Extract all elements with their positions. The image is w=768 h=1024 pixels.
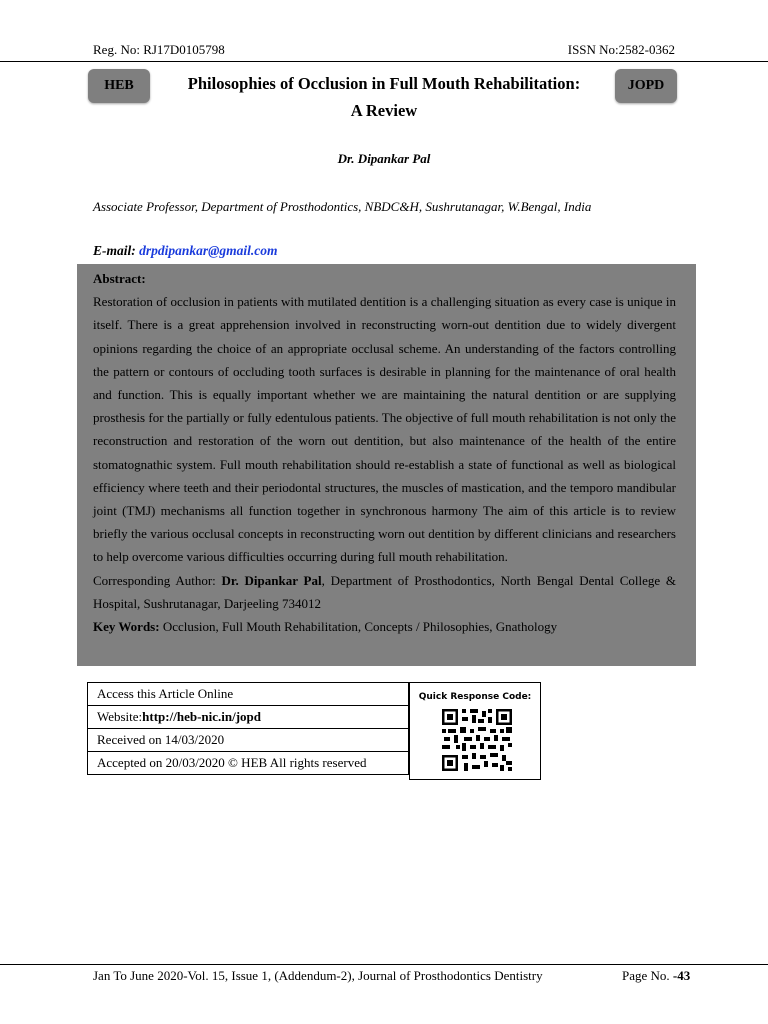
page-label: Page No. (622, 968, 673, 983)
abstract-box (77, 264, 696, 666)
received-date-cell: Received on 14/03/2020 (88, 729, 409, 752)
page-number (622, 968, 690, 984)
access-online-cell: Access this Article Online (88, 683, 409, 706)
website-link[interactable]: http://heb-nic.in/jopd (142, 709, 262, 724)
issn-number: ISSN No:2582-0362 (567, 42, 675, 57)
heb-badge: HEB (88, 69, 150, 103)
qr-code-box (409, 682, 541, 780)
keywords-label: Key Words: (93, 619, 160, 635)
qr-code-label: Quick Response Code: (418, 692, 532, 702)
article-info-table (87, 682, 409, 775)
keywords (93, 615, 676, 638)
email-label: E-mail: (93, 243, 136, 258)
corresponding-label: Corresponding Author: (93, 572, 216, 588)
paper-title (160, 70, 608, 124)
title-line-1: Philosophies of Occlusion in Full Mouth Rehabilitation: (187, 74, 581, 93)
author-name: Dr. Dipankar Pal (337, 151, 431, 166)
footer-rule (0, 964, 768, 965)
footer-journal-info: Jan To June 2020-Vol. 15, Issue 1, (Addendum-2), Journal of Prosthodontics Dentistry (93, 968, 543, 983)
email-link[interactable]: drpdipankar@gmail.com (139, 243, 278, 258)
page-number-value: -43 (672, 968, 691, 983)
corresponding-author (93, 569, 676, 615)
keywords-list: Occlusion, Full Mouth Rehabilitation, Concepts / Philosophies, Gnathology (162, 619, 558, 635)
header-rule (0, 61, 768, 62)
qr-code-icon[interactable] (442, 709, 512, 771)
email-line (93, 243, 278, 259)
jopd-badge: JOPD (615, 69, 677, 103)
author-affiliation: Associate Professor, Department of Prosthodontics, NBDC&H, Sushrutanagar, W.Bengal, India (93, 199, 592, 214)
corresponding-name: Dr. Dipankar Pal (221, 572, 322, 588)
abstract-body: Restoration of occlusion in patients with mutilated dentition is a challenging situation as every case is unique in itself. There is a great apprehension involved in reconstructing worn-out dentition due to widely divergent opinions regarding the choice of an appropriate occlusal scheme. An understanding of the factors controlling the pattern or contours of occluding tooth surfaces is desirable in planning for the maintenance of oral health and function. This is equally important whether we are maintaining the natural dentition or are supplying prosthesis for the partially or fully edentulous patients. The objective of full mouth rehabilitation is not only the reconstruction and restoration of the worn out dentition, but also maintenance of the health of the entire stomatognathic system. Full mouth rehabilitation should re-establish a state of functional as well as biological efficiency where teeth and their periodontal structures, the muscles of mastication, and the temporo mandibular joint (TMJ) mechanisms all function together in synchronous harmony The aim of this article is to review briefly the various occlusal concepts in reconstructing worn out dentition by different clinicians and researchers to help overcome various difficulties occurring during full mouth rehabilitation. (93, 294, 676, 565)
abstract-heading: Abstract: (93, 271, 146, 286)
accepted-date-cell: Accepted on 20/03/2020 © HEB All rights reserved (88, 752, 409, 775)
title-line-2: A Review (350, 101, 418, 120)
registration-number: Reg. No: RJ17D0105798 (93, 42, 225, 57)
website-label: Website: (97, 709, 143, 724)
website-cell (88, 706, 409, 729)
corresponding-details: , Department of Prosthodontics, North Bengal Dental College & Hospital, Sushrutanagar, Darjeeling 734012 (93, 572, 677, 611)
